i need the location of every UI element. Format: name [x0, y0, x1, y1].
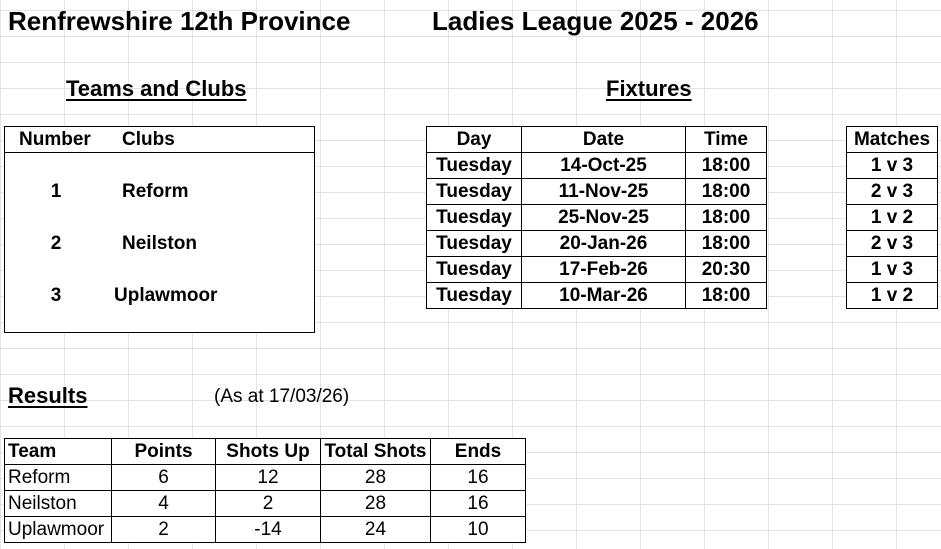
table-row	[5, 491, 526, 517]
result-ends: 16	[431, 465, 526, 491]
team-club: Reform	[122, 181, 189, 202]
table-row	[427, 283, 767, 309]
fixture-time: 18:00	[686, 231, 767, 257]
result-shots-up: 12	[216, 465, 321, 491]
result-team: Uplawmoor	[5, 517, 112, 543]
table-row	[427, 179, 767, 205]
results-note: (As at 17/03/26)	[214, 386, 350, 407]
fixture-match: 1 v 2	[847, 205, 938, 231]
table-row	[427, 153, 767, 179]
team-club: Uplawmoor	[114, 285, 218, 306]
result-points: 6	[112, 465, 216, 491]
fixture-match: 1 v 3	[847, 153, 938, 179]
table-row	[847, 257, 938, 283]
result-team: Neilston	[5, 491, 112, 517]
table-row	[5, 465, 526, 491]
fixture-time: 18:00	[686, 283, 767, 309]
result-total-shots: 28	[321, 465, 431, 491]
result-points: 4	[112, 491, 216, 517]
table-row	[847, 231, 938, 257]
fixture-day: Tuesday	[427, 205, 522, 231]
result-team: Reform	[5, 465, 112, 491]
results-heading: Results	[8, 383, 88, 408]
matches-table	[846, 126, 938, 309]
fixture-time: 18:00	[686, 205, 767, 231]
fixtures-table	[426, 126, 767, 309]
results-col-total-shots: Total Shots	[321, 439, 431, 465]
results-col-points: Points	[112, 439, 216, 465]
fixture-day: Tuesday	[427, 231, 522, 257]
result-shots-up: -14	[216, 517, 321, 543]
fixture-date: 14-Oct-25	[522, 153, 686, 179]
fixture-day: Tuesday	[427, 257, 522, 283]
result-total-shots: 24	[321, 517, 431, 543]
fixture-day: Tuesday	[427, 153, 522, 179]
result-points: 2	[112, 517, 216, 543]
table-row	[427, 205, 767, 231]
fixture-date: 25-Nov-25	[522, 205, 686, 231]
team-number: 2	[50, 233, 62, 254]
matches-col: Matches	[847, 127, 938, 153]
team-number: 3	[50, 285, 62, 306]
table-row	[847, 283, 938, 309]
page-title-left: Renfrewshire 12th Province	[8, 6, 351, 36]
page-title-right: Ladies League 2025 - 2026	[432, 6, 759, 36]
fixtures-col-date: Date	[522, 127, 686, 153]
result-total-shots: 28	[321, 491, 431, 517]
team-club: Neilston	[122, 233, 197, 254]
fixture-match: 2 v 3	[847, 179, 938, 205]
table-header-row	[427, 127, 767, 153]
fixture-date: 10-Mar-26	[522, 283, 686, 309]
fixture-date: 17-Feb-26	[522, 257, 686, 283]
table-row	[847, 205, 938, 231]
fixtures-col-time: Time	[686, 127, 767, 153]
fixture-time: 18:00	[686, 153, 767, 179]
table-row	[427, 231, 767, 257]
fixture-time: 20:30	[686, 257, 767, 283]
fixtures-col-day: Day	[427, 127, 522, 153]
table-row	[427, 257, 767, 283]
fixtures-heading: Fixtures	[606, 76, 692, 101]
table-row	[847, 153, 938, 179]
table-row	[5, 517, 526, 543]
teams-heading: Teams and Clubs	[66, 76, 247, 101]
result-ends: 16	[431, 491, 526, 517]
fixture-date: 20-Jan-26	[522, 231, 686, 257]
results-col-team: Team	[5, 439, 112, 465]
team-number: 1	[50, 181, 62, 202]
fixture-date: 11-Nov-25	[522, 179, 686, 205]
results-col-shots-up: Shots Up	[216, 439, 321, 465]
result-shots-up: 2	[216, 491, 321, 517]
table-header-row	[5, 439, 526, 465]
fixture-match: 2 v 3	[847, 231, 938, 257]
results-table	[4, 438, 526, 543]
teams-col-number: Number	[19, 129, 91, 150]
fixture-match: 1 v 2	[847, 283, 938, 309]
results-col-ends: Ends	[431, 439, 526, 465]
fixture-match: 1 v 3	[847, 257, 938, 283]
fixture-day: Tuesday	[427, 283, 522, 309]
table-row	[847, 179, 938, 205]
result-ends: 10	[431, 517, 526, 543]
fixture-time: 18:00	[686, 179, 767, 205]
fixture-day: Tuesday	[427, 179, 522, 205]
teams-col-clubs: Clubs	[122, 129, 175, 150]
table-header-row	[847, 127, 938, 153]
